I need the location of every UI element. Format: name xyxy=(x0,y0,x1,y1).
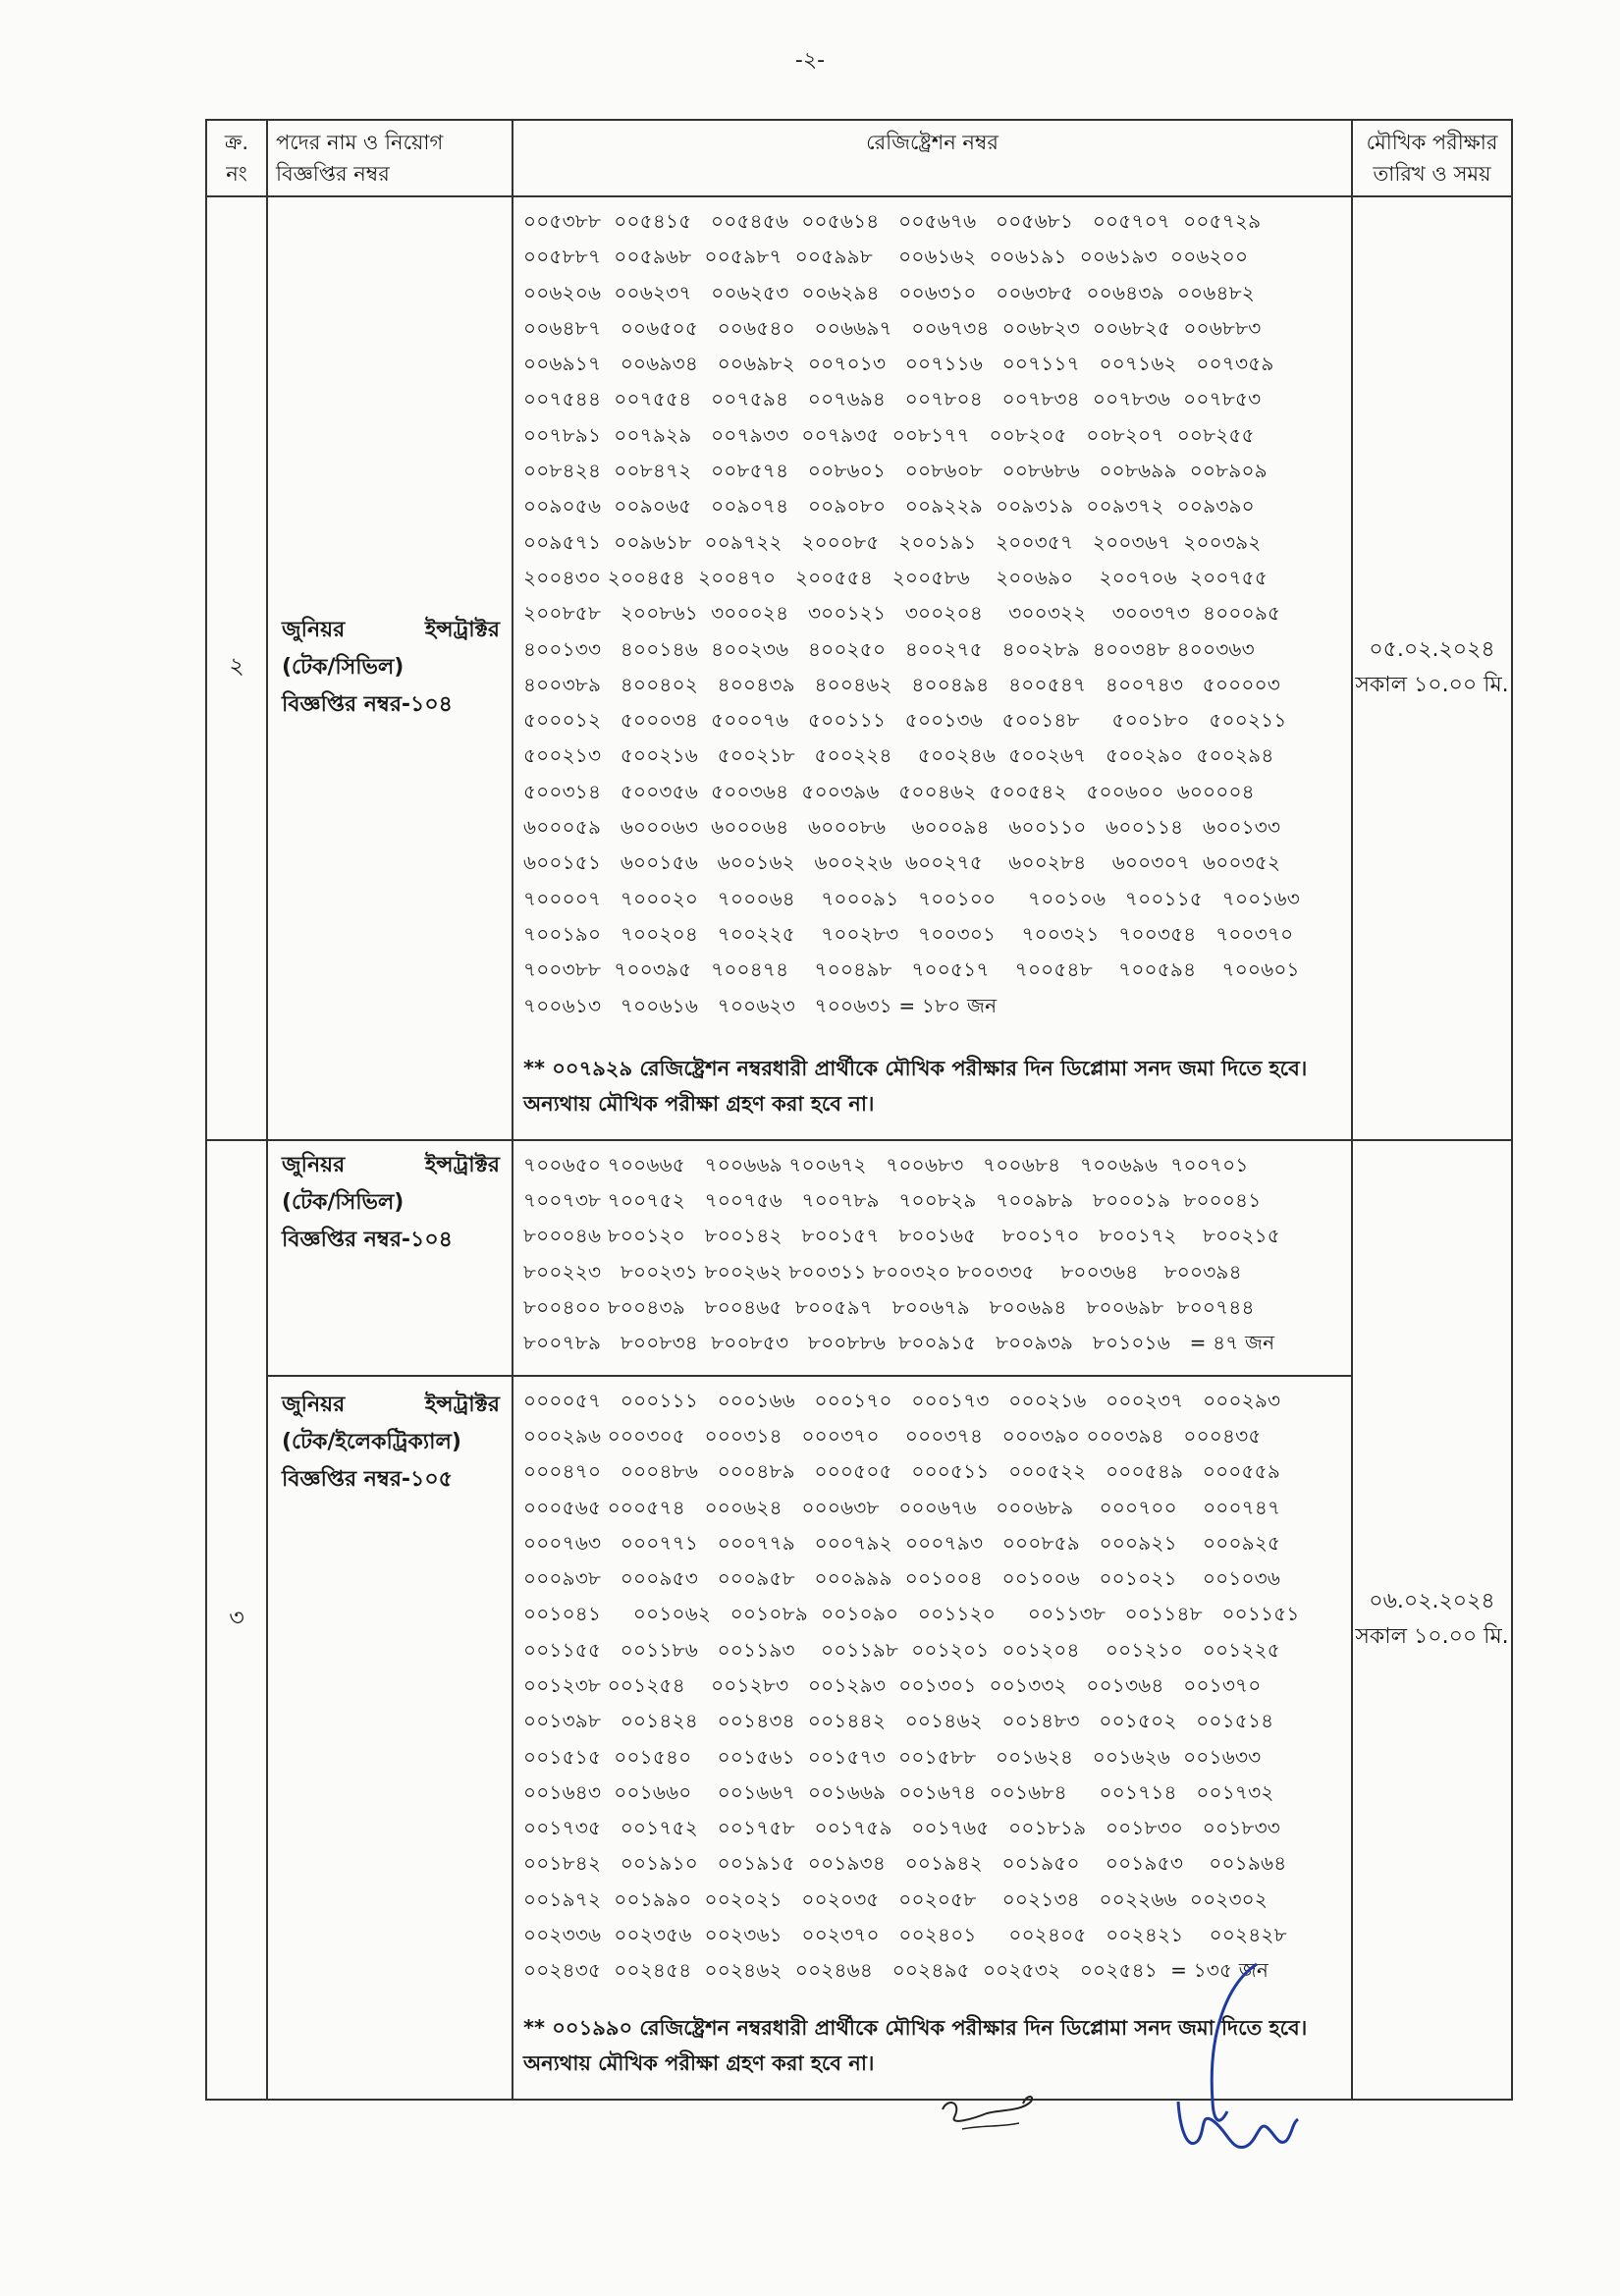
registration-line: ৬০০১৫১ ৬০০১৫৬ ৬০০১৬২ ৬০০২২৬ ৬০০২৭৫ ৬০০২৮৪ ৬০০৩০৭ ৬০০৩৫২ xyxy=(523,850,1281,875)
registration-line: ০০৫৮৮৭ ০০৫৯৬৮ ০০৫৯৮৭ ০০৫৯৯৮ ০০৬১৬২ ০০৬১৯১ ০০৬১৯৩ ০০৬২০০ xyxy=(523,245,1249,269)
registration-line: ৭০০৬৫০ ৭০০৬৬৫ ৭০০৬৬৯ ৭০০৬৭২ ৭০০৬৮৩ ৭০০৬৮৪ ৭০০৬৯৬ ৭০০৭০১ xyxy=(523,1152,1249,1176)
registration-line: ০০১৮৪২ ০০১৯১০ ০০১৯১৫ ০০১৯৩৪ ০০১৯৪২ ০০১৯৫০ ০০১৯৫৩ ০০১৯৬৪ xyxy=(523,1851,1287,1876)
page-number: -২- xyxy=(794,48,826,73)
registration-line: ৮০০০৪৬ ৮০০১২০ ৮০০১৪২ ৮০০১৫৭ ৮০০১৬৫ ৮০০১৭০ ৮০০১৭২ ৮০০২১৫ xyxy=(523,1224,1280,1248)
registration-line: ২০০৮৫৮ ২০০৮৬১ ৩০০০২৪ ৩০০১২১ ৩০০২০৪ ৩০০৩২২ ৩০০৩৭৩ ৪০০০৯৫ xyxy=(523,601,1281,626)
diploma-note: ** ০০১৯৯০ রেজিষ্ট্রেশন নম্বরধারী প্রার্থীকে মৌখিক পরীক্ষার দিন ডিপ্লোমা সনদ জমা দিতে হবে। অন্যথায় মৌখিক পরীক্ষা গ্রহণ করা হবে না। xyxy=(523,2015,1308,2075)
registration-line: ০০১৭৩৫ ০০১৭৫২ ০০১৭৫৮ ০০১৭৫৯ ০০১৭৬৫ ০০১৮১৯ ০০১৮৩০ ০০১৮৩৩ xyxy=(523,1816,1280,1840)
registration-cell xyxy=(513,196,1352,1140)
viva-date: ০৫.০২.২০২৪ xyxy=(1369,637,1495,663)
table-row xyxy=(206,196,1512,1140)
registration-line: ৮০০৭৮৯ ৮০০৮৩৪ ৮০০৮৫৩ ৮০০৮৮৬ ৮০০৯১৫ ৮০০৯৩৯ ৮০১০১৬ = ৪৭ জন xyxy=(523,1331,1275,1355)
signature-1 xyxy=(933,2080,1051,2149)
registration-line: ৪০০১৩৩ ৪০০১৪৬ ৪০০২৩৬ ৪০০২৫০ ৪০০২৭৫ ৪০০২৮৯ ৪০০৩৪৮ ৪০০৩৬৩ xyxy=(523,636,1255,661)
registration-line: ০০০৯৩৮ ০০০৯৫৩ ০০০৯৫৮ ০০০৯৯৯ ০০১০০৪ ০০১০০৬ ০০১০২১ ০০১০৩৬ xyxy=(523,1566,1281,1591)
registration-line: ০০৫৩৮৮ ০০৫৪১৫ ০০৫৪৫৬ ০০৫৬১৪ ০০৫৬৭৬ ০০৫৬৮১ ০০৫৭০৭ ০০৫৭২৯ xyxy=(523,209,1262,233)
post-name-right: ইন্সট্রাক্টর xyxy=(424,1392,500,1417)
registration-line: ০০১৬৪৩ ০০১৬৬০ ০০১৬৬৭ ০০১৬৬৯ ০০১৬৭৪ ০০১৬৮৪ ০০১৭১৪ ০০১৭৩২ xyxy=(523,1779,1274,1804)
registration-line: ০০৬৯১৭ ০০৬৯৩৪ ০০৬৯৮২ ০০৭০১৩ ০০৭১১৬ ০০৭১১৭ ০০৭১৬২ ০০৭৩৫৯ xyxy=(523,352,1274,376)
header-post: পদের নাম ও নিয়োগ বিজ্ঞপ্তির নম্বর xyxy=(267,120,513,196)
registration-line: ০০১৫১৫ ০০১৫৪০ ০০১৫৬১ ০০১৫৭৩ ০০১৫৮৮ ০০১৬২৪ ০০১৬২৬ ০০১৬৩৩ xyxy=(523,1744,1262,1769)
post-name-right: ইন্সট্রাক্টর xyxy=(424,618,500,643)
registration-line: ০০০০৫৭ ০০০১১১ ০০০১৬৬ ০০০১৭০ ০০০১৭৩ ০০০২১৬ ০০০২৩৭ ০০০২৯৩ xyxy=(523,1388,1281,1412)
registration-line: ৬০০০৫৯ ৬০০০৬৩ ৬০০০৬৪ ৬০০০৮৬ ৬০০০৯৪ ৬০০১১০ ৬০০১১৪ ৬০০১৩৩ xyxy=(523,815,1281,840)
circular-number: বিজ্ঞপ্তির নম্বর-১০৫ xyxy=(282,1466,453,1492)
registration-line: ৫০০২১৩ ৫০০২১৬ ৫০০২১৮ ৫০০২২৪ ৫০০২৪৬ ৫০০২৬৭ ৫০০২৯০ ৫০০২৯৪ xyxy=(523,743,1274,768)
registration-line: ০০১৯৭২ ০০১৯৯০ ০০২০২১ ০০২০৩৫ ০০২০৫৮ ০০২১৩৪ ০০২২৬৬ ০০২৩০২ xyxy=(523,1886,1269,1911)
serial-cell: ৩ xyxy=(206,1140,267,2100)
registration-numbers xyxy=(523,203,1337,1023)
registration-table xyxy=(205,119,1513,2101)
registration-numbers xyxy=(523,1383,1337,1989)
diploma-note: ** ০০৭৯২৯ রেজিষ্ট্রেশন নম্বরধারী প্রার্থীকে মৌখিক পরীক্ষার দিন ডিপ্লোমা সনদ জমা দিতে হবে। অন্যথায় মৌখিক পরীক্ষা গ্রহণ করা হবে না। xyxy=(523,1056,1308,1116)
circular-number: বিজ্ঞপ্তির নম্বর-১০৪ xyxy=(282,692,453,718)
post-trade: (টেক/সিভিল) xyxy=(282,1189,405,1215)
registration-line: ০০০৭৬৩ ০০০৭৭১ ০০০৭৭৯ ০০০৭৯২ ০০০৭৯৩ ০০০৮৫৯ ০০০৯২১ ০০০৯২৫ xyxy=(523,1530,1281,1555)
registration-line: ৫০০০১২ ৫০০০৩৪ ৫০০০৭৬ ৫০০১১১ ৫০০১৩৬ ৫০০১৪৮ ৫০০১৮০ ৫০০২১১ xyxy=(523,708,1287,733)
post-trade: (টেক/সিভিল) xyxy=(282,655,405,681)
table-row xyxy=(206,1140,1512,1376)
registration-line: ০০১২৩৮ ০০১২৫৪ ০০১২৮৩ ০০১২৯৩ ০০১৩০১ ০০১৩৩২ ০০১৩৬৪ ০০১৩৭০ xyxy=(523,1672,1262,1697)
viva-date: ০৬.০২.২০২৪ xyxy=(1369,1589,1495,1614)
registration-line: ০০০৪৭০ ০০০৪৮৬ ০০০৪৮৯ ০০০৫০৫ ০০০৫১১ ০০০৫২২ ০০০৫৪৯ ০০০৫৫৯ xyxy=(523,1459,1281,1484)
registration-line: ০০২৪৩৫ ০০২৪৫৪ ০০২৪৬২ ০০২৪৬৪ ০০২৪৯৫ ০০২৫৩২ ০০২৫৪১ = ১৩৫ জন xyxy=(523,1958,1269,1983)
table-row xyxy=(206,1376,1512,2100)
registration-line: ০০৭৮৯১ ০০৭৯২৯ ০০৭৯৩৩ ০০৭৯৩৫ ০০৮১৭৭ ০০৮২০৫ ০০৮২০৭ ০০৮২৫৫ xyxy=(523,422,1255,447)
registration-line: ৮০০২২৩ ৮০০২৩১ ৮০০২৬২ ৮০০৩১১ ৮০০৩২০ ৮০০৩৩৫ ৮০০৩৬৪ ৮০০৩৯৪ xyxy=(523,1259,1242,1284)
registration-line: ৭০০৬১৩ ৭০০৬১৬ ৭০০৬২৩ ৭০০৬৩১ = ১৮০ জন xyxy=(523,993,998,1017)
registration-line: ০০৮৪২৪ ০০৮৪৭২ ০০৮৫৭৪ ০০৮৬০১ ০০৮৬০৮ ০০৮৬৮৬ ০০৮৬৯৯ ০০৮৯০৯ xyxy=(523,459,1268,483)
post-trade: (টেক/ইলেকট্রিক্যাল) xyxy=(282,1429,461,1454)
signature-2 xyxy=(1159,1954,1306,2170)
registration-cell xyxy=(513,1140,1352,1376)
registration-line: ০০৭৫৪৪ ০০৭৫৫৪ ০০৭৫৯৪ ০০৭৬৯৪ ০০৭৮০৪ ০০৭৮৩৪ ০০৭৮৩৬ ০০৭৮৫৩ xyxy=(523,387,1262,411)
serial-cell: ২ xyxy=(206,196,267,1140)
registration-line: ৫০০৩১৪ ৫০০৩৫৬ ৫০০৩৬৪ ৫০০৩৯৬ ৫০০৪৬২ ৫০০৫৪২ ৫০০৬০০ ৬০০০০৪ xyxy=(523,779,1255,803)
viva-time: সকাল ১০.০০ মি. xyxy=(1355,673,1509,698)
registration-line: ০০০২৯৬ ০০০৩০৫ ০০০৩১৪ ০০০৩৭০ ০০০৩৭৪ ০০০৩৯০ ০০০৩৯৪ ০০০৪৩৫ xyxy=(523,1423,1262,1448)
registration-line: ০০২৩৩৬ ০০২৩৫৬ ০০২৩৬১ ০০২৩৭০ ০০২৪০১ ০০২৪০৫ ০০২৪২১ ০০২৪২৮ xyxy=(523,1923,1287,1947)
post-name-left: জুনিয়র xyxy=(282,618,346,643)
circular-number: বিজ্ঞপ্তির নম্বর-১০৪ xyxy=(282,1227,453,1252)
registration-line: ০০১১৫৫ ০০১১৮৬ ০০১১৯৩ ০০১১৯৮ ০০১২০১ ০০১২০৪ ০০১২১০ ০০১২২৫ xyxy=(523,1637,1280,1662)
registration-line: ৮০০৪০০ ৮০০৪৩৯ ৮০০৪৬৫ ৮০০৫৯৭ ৮০০৬৭৯ ৮০০৬৯৪ ৮০০৬৯৮ ৮০০৭৪৪ xyxy=(523,1295,1255,1320)
registration-line: ০০৯৫৭১ ০০৯৬১৮ ০০৯৭২২ ২০০০৮৫ ২০০১৯১ ২০০৩৫৭ ২০০৩৬৭ ২০০৩৯২ xyxy=(523,529,1262,554)
post-name xyxy=(282,612,500,649)
header-serial: ক্র. নং xyxy=(206,120,267,196)
date-cell xyxy=(1352,196,1512,1140)
registration-numbers xyxy=(523,1147,1337,1361)
post-cell xyxy=(267,1376,513,2100)
registration-line: ৭০০০০৭ ৭০০০২০ ৭০০০৬৪ ৭০০০৯১ ৭০০১০০ ৭০০১০৬ ৭০০১১৫ ৭০০১৬৩ xyxy=(523,886,1300,910)
post-name xyxy=(282,1147,500,1184)
date-cell xyxy=(1352,1140,1512,2100)
registration-line: ৪০০৩৮৯ ৪০০৪০২ ৪০০৪৩৯ ৪০০৪৬২ ৪০০৪৯৪ ৪০০৫৪৭ ৪০০৭৪৩ ৫০০০০৩ xyxy=(523,672,1280,696)
registration-line: ৭০০১৯০ ৭০০২০৪ ৭০০২২৫ ৭০০২৮৩ ৭০০৩০১ ৭০০৩২১ ৭০০৩৫৪ ৭০০৩৭০ xyxy=(523,921,1294,946)
post-cell xyxy=(267,196,513,1140)
registration-line: ০০৬২০৬ ০০৬২৩৭ ০০৬২৫৩ ০০৬২৯৪ ০০৬৩১০ ০০৬৩৮৫ ০০৬৪৩৯ ০০৬৪৮২ xyxy=(523,280,1256,304)
post-name-right: ইন্সট্রাক্টর xyxy=(424,1152,500,1177)
viva-time: সকাল ১০.০০ মি. xyxy=(1355,1624,1509,1650)
registration-line: ৭০০৭৩৮ ৭০০৭৫২ ৭০০৭৫৬ ৭০০৭৮৯ ৭০০৮২৯ ৭০০৯৮৯ ৮০০০১৯ ৮০০০৪১ xyxy=(523,1188,1262,1213)
registration-line: ০০০৫৬৫ ০০০৫৭৪ ০০০৬২৪ ০০০৬৩৮ ০০০৬৭৬ ০০০৬৮৯ ০০০৭০০ ০০০৭৪৭ xyxy=(523,1495,1281,1519)
registration-line: ০০১০৪১ ০০১০৬২ ০০১০৮৯ ০০১০৯০ ০০১১২০ ০০১১৩৮ ০০১১৪৮ ০০১১৫১ xyxy=(523,1602,1300,1626)
post-name-left: জুনিয়র xyxy=(282,1392,346,1417)
table-header-row xyxy=(206,120,1512,196)
registration-line: ০০১৩৯৮ ০০১৪২৪ ০০১৪৩৪ ০০১৪৪২ ০০১৪৬২ ০০১৪৮৩ ০০১৫০২ ০০১৫১৪ xyxy=(523,1709,1274,1733)
post-name xyxy=(282,1387,500,1424)
registration-line: ০০৯০৫৬ ০০৯০৬৫ ০০৯০৭৪ ০০৯০৮০ ০০৯২২৯ ০০৯৩১৯ ০০৯৩৭২ ০০৯৩৯০ xyxy=(523,494,1255,519)
registration-line: ২০০৪৩০ ২০০৪৫৪ ২০০৪৭০ ২০০৫৫৪ ২০০৫৮৬ ২০০৬৯০ ২০০৭০৬ ২০০৭৫৫ xyxy=(523,565,1269,589)
header-registration: রেজিষ্ট্রেশন নম্বর xyxy=(513,120,1352,196)
post-name-left: জুনিয়র xyxy=(282,1152,346,1177)
header-date: মৌখিক পরীক্ষার তারিখ ও সময় xyxy=(1352,120,1512,196)
registration-line: ৭০০৩৮৮ ৭০০৩৯৫ ৭০০৪৭৪ ৭০০৪৯৮ ৭০০৫১৭ ৭০০৫৪৮ ৭০০৫৯৪ ৭০০৬০১ xyxy=(523,957,1300,982)
registration-line: ০০৬৪৮৭ ০০৬৫০৫ ০০৬৫৪০ ০০৬৬৯৭ ০০৬৭৩৪ ০০৬৮২৩ ০০৬৮২৫ ০০৬৮৮৩ xyxy=(523,315,1262,340)
post-cell xyxy=(267,1140,513,1376)
